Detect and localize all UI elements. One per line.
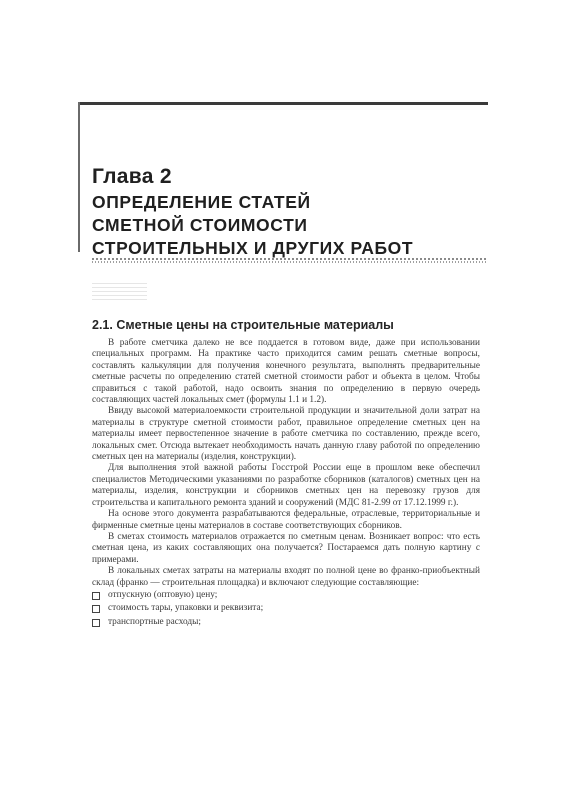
paragraph-4: На основе этого документа разрабатываются федеральные, отраслевые, территориальные и фирменные сметные цены материалов в составе соответствующих сборников. [92, 509, 480, 531]
list-item-text: отпускную (оптовую) цену; [108, 589, 218, 600]
components-list [92, 590, 480, 628]
paragraph-2: Ввиду высокой материалоемкости строительной продукции и значительной доли затрат на материалы в структуре сметной стоимости работ, правильное определение сметных цен на материалы имеет первостепенное значение в работе сметчика по составлению, прежде всего, локальных смет. Отсюда вытекает необходимость начать данную главу работой по определению сметных цен на материалы (изделия, конструкции). [92, 406, 480, 463]
chapter-side-rule [78, 102, 80, 252]
list-item [92, 590, 480, 601]
scan-artifact-mark [92, 282, 147, 300]
paragraph-3: Для выполнения этой важной работы Госстрой России еще в прошлом веке обеспечил специалистов Методическими указаниями по разработке сборников (каталогов) сметных цен на материалы, изделия, конструкции и сборников сметных цен на перевозку грузов для строительства и капитального ремонта зданий и сооружений (МДС 81-2.99 от 17.12.1999 г.). [92, 463, 480, 508]
chapter-title-line-3: СТРОИТЕЛЬНЫХ И ДРУГИХ РАБОТ [92, 238, 414, 258]
chapter-top-rule [78, 102, 488, 105]
paragraph-6: В локальных сметах затраты на материалы входят по полной цене во франко-приобъектный склад (франко — строительная площадка) и включают следующие составляющие: [92, 566, 480, 588]
checkbox-bullet-icon [92, 592, 100, 600]
list-item-text: транспортные расходы; [108, 616, 201, 627]
chapter-title-line-2: СМЕТНОЙ СТОИМОСТИ [92, 215, 308, 235]
dotted-divider [92, 258, 488, 263]
chapter-number: Глава 2 [92, 165, 172, 188]
list-item [92, 603, 480, 614]
paragraph-1: В работе сметчика далеко не все поддается в готовом виде, даже при использовании специальных программ. На практике часто приходится самим решать сметные вопросы, составлять калькуляции для получения конечного результата, выполнять предварительные сметные расчеты по определению статей сметной стоимости работ и объекта в целом. Чтобы справиться с такой работой, надо освоить знания по определению в первую очередь составляющих частей локальных смет (формулы 1.1 и 1.2). [92, 338, 480, 406]
list-item [92, 617, 480, 628]
checkbox-bullet-icon [92, 605, 100, 613]
body-text [92, 338, 480, 630]
section-title: 2.1. Сметные цены на строительные материалы [92, 318, 394, 332]
chapter-title-line-1: ОПРЕДЕЛЕНИЕ СТАТЕЙ [92, 192, 311, 212]
list-item-text: стоимость тары, упаковки и реквизита; [108, 603, 264, 614]
checkbox-bullet-icon [92, 619, 100, 627]
paragraph-5: В сметах стоимость материалов отражается по сметным ценам. Возникает вопрос: что есть сметная цена, из каких составляющих она получается? Постараемся дать полную картину с примерами. [92, 531, 480, 565]
